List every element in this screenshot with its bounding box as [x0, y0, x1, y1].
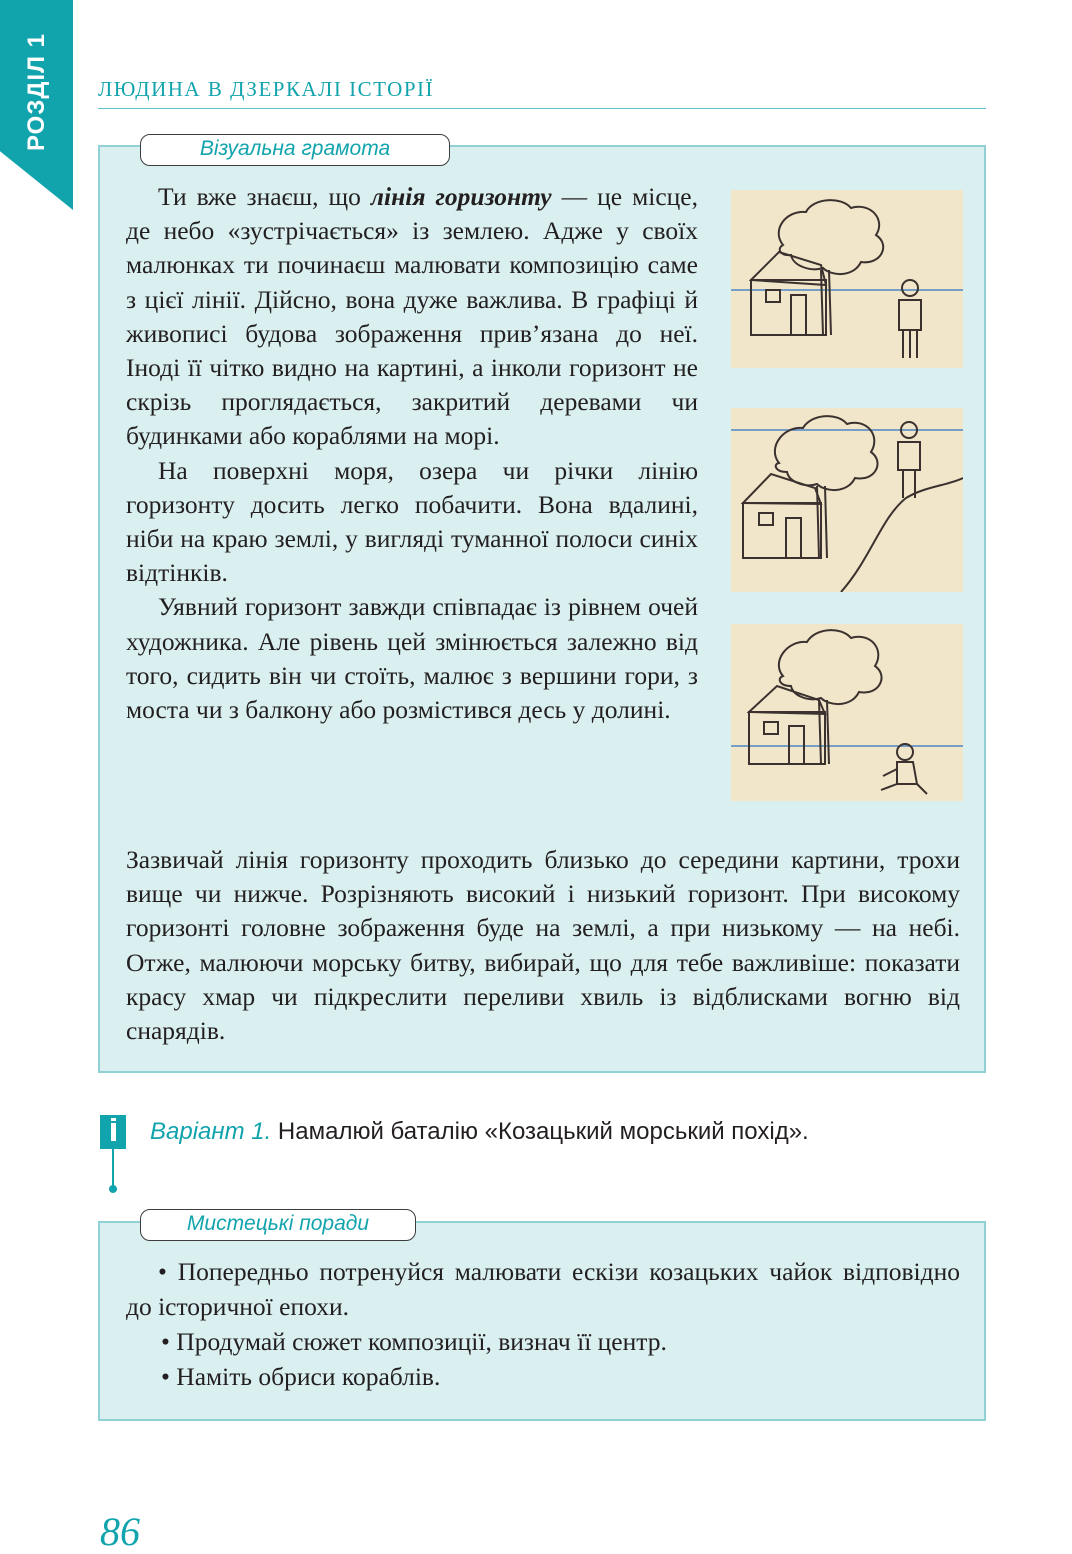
- visual-literacy-text-wrapped: [126, 180, 698, 727]
- art-tips-label: Мистецькі поради: [140, 1209, 416, 1241]
- page-number: 86: [100, 1509, 140, 1554]
- variant-label: Варіант 1.: [150, 1118, 272, 1145]
- variant-text: Намалюй баталію «Козацький морський похід».: [271, 1118, 809, 1145]
- art-tips-list: [126, 1254, 960, 1394]
- illustration-high-horizon: [731, 408, 963, 592]
- task-variant-1: [150, 1118, 809, 1146]
- tip-item: • Наміть обриси кораблів.: [161, 1362, 441, 1391]
- illustration-low-horizon: [731, 624, 963, 801]
- illustration-mid-horizon: [731, 190, 963, 368]
- paragraph-imaginary-horizon: Уявний горизонт завжди співпадає із рівнем очей художника. Але рівень цей змінюється залежно від того, сидить він чи стоїть, малює з вершини гори, з моста чи з балкону або розмістився десь у долині.: [126, 592, 698, 725]
- visual-literacy-label: Візуальна грамота: [140, 134, 450, 166]
- tip-item: • Попередньо потренуйся малювати ескізи козацьких чайок відповідно до історичної епохи.: [126, 1257, 960, 1321]
- chapter-tab-label: РОЗДІЛ 1: [22, 32, 50, 152]
- running-head: ЛЮДИНА В ДЗЕРКАЛІ ІСТОРІЇ: [98, 76, 986, 109]
- term-horizon-line: лінія горизонту: [370, 182, 552, 211]
- paragraph-sea-horizon: На поверхні моря, озера чи річки лінію горизонту досить легко побачити. Вона вдалині, ніби на краю землі, у вигляді туманної полоси синіх відтінків.: [126, 455, 698, 588]
- task-marker-icon: [100, 1115, 126, 1195]
- paragraph-high-low-horizon: Зазвичай лінія горизонту проходить близько до середини картини, трохи вище чи нижче. Розрізняють високий і низький горизонт. При високому горизонті головне зображення буде на землі, а при низькому — на небі. Отже, малюючи морську битву, вибирай, що для тебе важливіше: показати красу хмар чи підкреслити переливи хвиль із відблисками вогню від снарядів.: [126, 845, 960, 1046]
- paragraph-horizon-definition: Ти вже знаєш, що лінія горизонту — це місце, де небо «зустрічається» із землею. Адже у своїх малюнках ти починаєш малювати композицію саме з цієї лінії. Дійсно, вона дуже важлива. В графіці й живописі будова зображення прив’язана до неї. Іноді її чітко видно на картині, а інколи горизонт не скрізь проглядається, закритий деревами чи будинками або кораблями на морі.: [126, 182, 699, 451]
- tip-item: • Продумай сюжет композиції, визнач її центр.: [161, 1327, 667, 1356]
